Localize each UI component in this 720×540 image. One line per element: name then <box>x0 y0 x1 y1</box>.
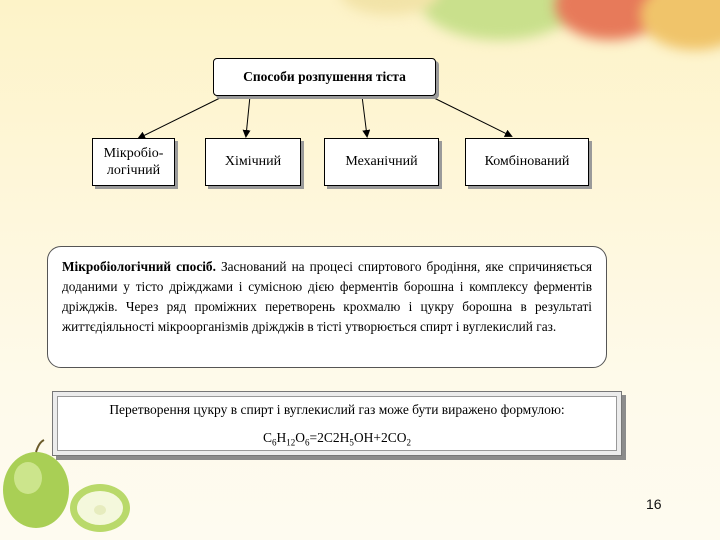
arrow-to-mechanical <box>362 96 367 136</box>
method-mechanical: Механічний <box>324 138 439 186</box>
page-number: 16 <box>646 496 662 512</box>
arrow-to-microbiological <box>139 96 224 138</box>
fermentation-formula: $C_6H_{12}O_6=2C2H_5OH+2CO_2$ <box>262 430 411 448</box>
description-lead: Мікробіологічний спосіб. <box>62 259 216 274</box>
formula-box <box>52 391 622 456</box>
formula-intro: Перетворення цукру в спирт і вуглекислий газ може бути виражено формулою: <box>109 402 565 417</box>
description-box <box>47 246 607 368</box>
diagram-title: Способи розпушення тіста <box>213 58 436 96</box>
description-text: Заснований на процесі спиртового бродіння, яке спричиняється доданими у тісто дріжджами і сумісною дією ферментів борошна і комплексу ферментів дріжджів. Через ряд проміжних перетворень крохмалю і цукру борошна в результаті життєдіяльності мікроорганізмів дріжджів в тісті утворюється спирт і вуглекислий газ. <box>62 259 592 334</box>
method-microbiological: Мікробіо-логічний <box>92 138 175 186</box>
method-chemical: Хімічний <box>205 138 301 186</box>
arrow-to-combined <box>430 96 511 136</box>
arrow-to-chemical <box>246 96 250 136</box>
method-combined: Комбінований <box>465 138 589 186</box>
